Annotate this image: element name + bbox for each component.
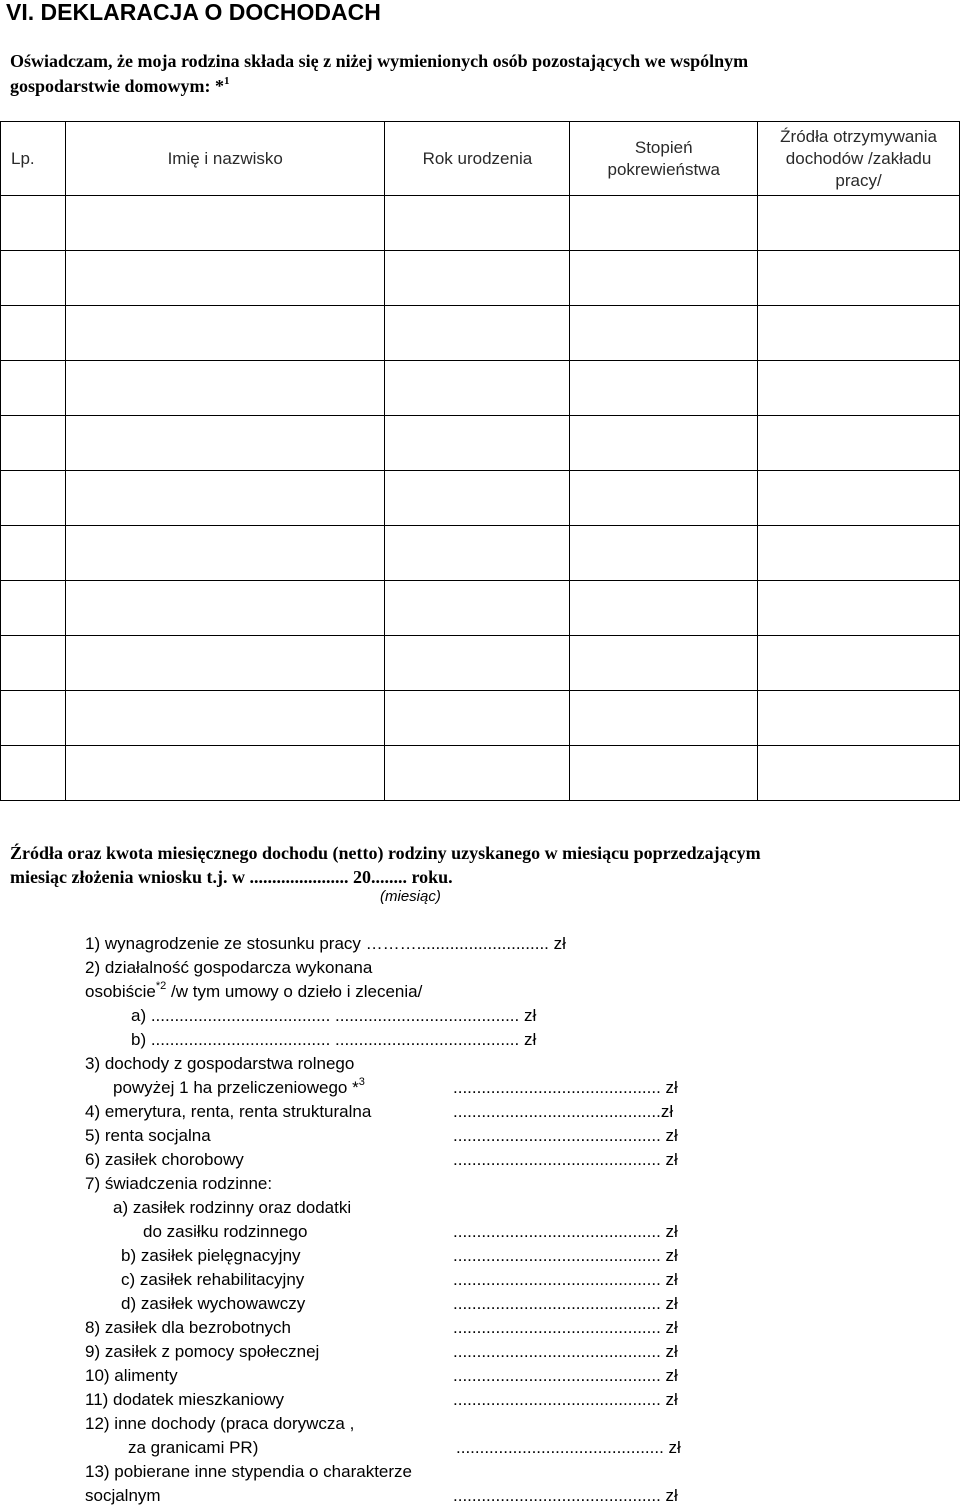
- income-item-label: osobiście: [85, 982, 156, 1001]
- cell-birth-year[interactable]: [385, 251, 570, 306]
- table-row: [1, 581, 960, 636]
- table-header-row: [1, 122, 960, 196]
- cell-lp[interactable]: [1, 581, 66, 636]
- cell-name[interactable]: [65, 306, 385, 361]
- table-row: [1, 691, 960, 746]
- income-item-label: a) ...................................... ....................................... zł: [131, 1006, 537, 1025]
- declaration-line-2: [10, 75, 230, 97]
- income-item-label: 5) renta socjalna: [85, 1126, 211, 1145]
- table-row: [1, 416, 960, 471]
- income-title-line-2: miesiąc złożenia wniosku t.j. w ...................... 20........ roku.: [10, 867, 453, 887]
- header-relation-line-2: pokrewieństwa: [607, 159, 720, 179]
- section-title: VI. DEKLARACJA O DOCHODACH: [6, 0, 381, 25]
- cell-income-source[interactable]: [758, 471, 960, 526]
- cell-relation[interactable]: [570, 196, 758, 251]
- table-row: [1, 361, 960, 416]
- income-item: [85, 957, 372, 979]
- income-item: [85, 1173, 272, 1195]
- cell-relation[interactable]: [570, 306, 758, 361]
- income-item: [85, 1125, 211, 1147]
- income-item-label: za granicami PR): [128, 1438, 259, 1457]
- table-row: [1, 526, 960, 581]
- cell-income-source[interactable]: [758, 526, 960, 581]
- month-note: (miesiąc): [380, 888, 441, 905]
- cell-birth-year[interactable]: [385, 306, 570, 361]
- declaration-line-2-text: gospodarstwie domowym: *: [10, 76, 224, 96]
- income-item-label: 4) emerytura, renta, renta strukturalna: [85, 1102, 372, 1121]
- income-item: [85, 1317, 291, 1339]
- cell-lp[interactable]: [1, 306, 66, 361]
- income-item: [85, 1461, 412, 1483]
- income-item-label: 12) inne dochody (praca dorywcza ,: [85, 1414, 355, 1433]
- income-item: [85, 1389, 284, 1411]
- household-members-table: [0, 121, 960, 801]
- income-item: [113, 1197, 351, 1219]
- income-item-label: socjalnym: [85, 1486, 161, 1505]
- amount-field[interactable]: ............................................ zł: [453, 1342, 678, 1361]
- income-item: [121, 1293, 305, 1315]
- income-item-label: 2) działalność gospodarcza wykonana: [85, 958, 373, 977]
- cell-income-source[interactable]: [758, 691, 960, 746]
- income-item-label: 8) zasiłek dla bezrobotnych: [85, 1318, 292, 1337]
- header-source-line-3: pracy/: [835, 170, 882, 190]
- income-item-label: 9) zasiłek z pomocy społecznej: [85, 1342, 320, 1361]
- cell-name[interactable]: [65, 251, 385, 306]
- income-item: [85, 1341, 319, 1363]
- cell-lp[interactable]: [1, 526, 66, 581]
- income-item: [85, 1053, 354, 1075]
- income-item-label: 13) pobierane inne stypendia o charakterze: [85, 1462, 412, 1481]
- income-item: [85, 933, 566, 955]
- table-body: [1, 196, 960, 801]
- declaration-line-1: Oświadczam, że moja rodzina składa się z niżej wymienionych osób pozostających we wspólnym: [10, 51, 749, 71]
- footnote-mark: *2: [155, 980, 167, 993]
- amount-field[interactable]: ............................................ zł: [453, 1126, 678, 1145]
- income-item: [85, 1365, 178, 1387]
- cell-relation[interactable]: [570, 361, 758, 416]
- table-row: [1, 746, 960, 801]
- cell-relation[interactable]: [570, 746, 758, 801]
- income-item-label: d) zasiłek wychowawczy: [121, 1294, 306, 1313]
- amount-field[interactable]: ............................................ zł: [453, 1390, 678, 1409]
- amount-field[interactable]: ............................................ zł: [453, 1486, 678, 1505]
- income-item-label: powyżej 1 ha przeliczeniowego *: [113, 1078, 359, 1097]
- cell-income-source[interactable]: [758, 196, 960, 251]
- income-item: [85, 1101, 371, 1123]
- cell-lp[interactable]: [1, 196, 66, 251]
- cell-name[interactable]: [65, 746, 385, 801]
- income-item: [85, 1413, 354, 1435]
- amount-field[interactable]: ............................................ zł: [453, 1270, 678, 1289]
- cell-income-source[interactable]: [758, 746, 960, 801]
- cell-name[interactable]: [65, 471, 385, 526]
- table-row: [1, 636, 960, 691]
- income-item-label: 11) dodatek mieszkaniowy: [85, 1390, 285, 1409]
- cell-relation[interactable]: [570, 691, 758, 746]
- amount-field[interactable]: ............................................ zł: [453, 1150, 678, 1169]
- income-item-label: a) zasiłek rodzinny oraz dodatki: [113, 1198, 352, 1217]
- table-row: [1, 196, 960, 251]
- cell-name[interactable]: [65, 361, 385, 416]
- income-item-label: do zasiłku rodzinnego: [143, 1222, 308, 1241]
- cell-birth-year[interactable]: [385, 636, 570, 691]
- cell-lp[interactable]: [1, 691, 66, 746]
- table-row: [1, 251, 960, 306]
- cell-name[interactable]: [65, 196, 385, 251]
- cell-relation[interactable]: [570, 416, 758, 471]
- income-item: [85, 981, 422, 1003]
- cell-birth-year[interactable]: [385, 416, 570, 471]
- amount-field[interactable]: ............................................ zł: [453, 1318, 678, 1337]
- cell-birth-year[interactable]: [385, 196, 570, 251]
- cell-lp[interactable]: [1, 746, 66, 801]
- cell-birth-year[interactable]: [385, 471, 570, 526]
- header-birth-year: Rok urodzenia: [385, 122, 570, 196]
- income-item: [85, 1485, 161, 1507]
- income-item-label: 6) zasiłek chorobowy: [85, 1150, 244, 1169]
- cell-name[interactable]: [65, 416, 385, 471]
- income-item-label: 10) alimenty: [85, 1366, 178, 1385]
- cell-income-source[interactable]: [758, 361, 960, 416]
- cell-birth-year[interactable]: [385, 746, 570, 801]
- cell-relation[interactable]: [570, 471, 758, 526]
- income-item: [85, 1149, 244, 1171]
- cell-relation[interactable]: [570, 526, 758, 581]
- header-relation: [570, 122, 758, 196]
- income-item: [131, 1005, 536, 1027]
- cell-income-source[interactable]: [758, 636, 960, 691]
- cell-birth-year[interactable]: [385, 691, 570, 746]
- header-name: Imię i nazwisko: [65, 122, 385, 196]
- income-title-line-1: Źródła oraz kwota miesięcznego dochodu (netto) rodziny uzyskanego w miesiącu poprzedzającym: [10, 843, 761, 863]
- table-row: [1, 471, 960, 526]
- table-row: [1, 306, 960, 361]
- cell-lp[interactable]: [1, 471, 66, 526]
- amount-field[interactable]: ............................................ zł: [453, 1294, 678, 1313]
- income-item: [128, 1437, 258, 1459]
- header-relation-line-1: Stopień: [634, 137, 693, 157]
- amount-field[interactable]: ............................................zł: [453, 1102, 674, 1121]
- amount-field[interactable]: ............................................ zł: [456, 1438, 681, 1457]
- header-income-source: [758, 122, 960, 196]
- income-item-label: b) zasiłek pielęgnacyjny: [121, 1246, 301, 1265]
- amount-field[interactable]: ............................................ zł: [453, 1222, 678, 1241]
- cell-relation[interactable]: [570, 636, 758, 691]
- income-item: [121, 1269, 304, 1291]
- income-item: [121, 1245, 301, 1267]
- header-source-line-1: Źródła otrzymywania: [780, 126, 937, 146]
- income-item-label: 3) dochody z gospodarstwa rolnego: [85, 1054, 355, 1073]
- cell-lp[interactable]: [1, 251, 66, 306]
- income-item: [113, 1077, 365, 1099]
- cell-name[interactable]: [65, 581, 385, 636]
- income-item-label-tail: /w tym umowy o dzieło i zlecenia/: [166, 982, 423, 1001]
- amount-field[interactable]: ............................................ zł: [453, 1366, 678, 1385]
- cell-income-source[interactable]: [758, 251, 960, 306]
- cell-lp[interactable]: [1, 416, 66, 471]
- cell-birth-year[interactable]: [385, 361, 570, 416]
- cell-birth-year[interactable]: [385, 581, 570, 636]
- cell-lp[interactable]: [1, 361, 66, 416]
- cell-income-source[interactable]: [758, 306, 960, 361]
- income-item-label: 1) wynagrodzenie ze stosunku pracy ………............................ zł: [85, 934, 566, 953]
- income-item: [131, 1029, 536, 1051]
- cell-birth-year[interactable]: [385, 526, 570, 581]
- cell-relation[interactable]: [570, 581, 758, 636]
- amount-field[interactable]: ............................................ zł: [453, 1246, 678, 1265]
- amount-field[interactable]: ............................................ zł: [453, 1078, 678, 1097]
- income-item-label: b) ...................................... ....................................... zł: [131, 1030, 537, 1049]
- cell-name[interactable]: [65, 636, 385, 691]
- footnote-mark: 3: [358, 1076, 365, 1089]
- cell-name[interactable]: [65, 691, 385, 746]
- header-lp: Lp.: [1, 122, 66, 196]
- cell-lp[interactable]: [1, 636, 66, 691]
- cell-income-source[interactable]: [758, 581, 960, 636]
- income-item-label: 7) świadczenia rodzinne:: [85, 1174, 273, 1193]
- cell-name[interactable]: [65, 526, 385, 581]
- footnote-mark-1: 1: [224, 75, 230, 87]
- header-source-line-2: dochodów /zakładu: [785, 148, 932, 168]
- cell-relation[interactable]: [570, 251, 758, 306]
- income-item: [143, 1221, 307, 1243]
- income-item-label: c) zasiłek rehabilitacyjny: [121, 1270, 305, 1289]
- cell-income-source[interactable]: [758, 416, 960, 471]
